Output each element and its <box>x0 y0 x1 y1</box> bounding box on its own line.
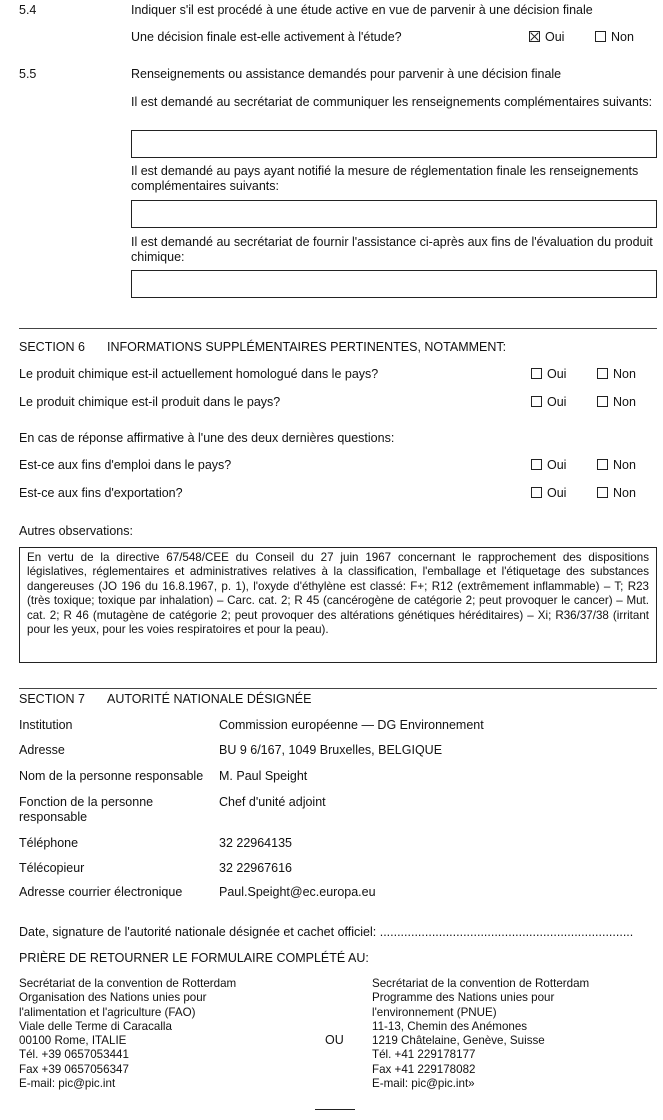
section-7-title: AUTORITÉ NATIONALE DÉSIGNÉE <box>107 692 312 706</box>
contact-line: Secrétariat de la convention de Rotterdam <box>19 977 237 990</box>
assistance-request-field[interactable] <box>131 270 657 298</box>
contact-line: E-mail: pic@pic.int» <box>372 1077 475 1091</box>
contact-line: E-mail: pic@pic.int <box>19 1077 116 1091</box>
person-function-label: Fonction de la personne responsable <box>19 795 154 824</box>
other-observations-label: Autres observations: <box>19 524 133 538</box>
section-5-5-number: 5.5 <box>19 67 37 81</box>
fax-value: 32 22967616 <box>219 861 292 875</box>
return-form-title: PRIÈRE DE RETOURNER LE FORMULAIRE COMPLÉTÉ AU: <box>19 951 369 965</box>
section-divider <box>19 328 657 329</box>
email-label: Adresse courrier électronique <box>19 885 183 899</box>
checkbox-icon[interactable] <box>597 368 608 379</box>
person-function-value: Chef d'unité adjoint <box>219 795 326 809</box>
contact-line: 00100 Rome, ITALIE <box>19 1034 127 1048</box>
phone-value: 32 22964135 <box>219 836 292 850</box>
section-5-4-number: 5.4 <box>19 3 37 17</box>
contact-line: Organisation des Nations unies pour <box>19 991 207 1005</box>
responsible-person-label: Nom de la personne responsable <box>19 769 204 783</box>
contact-line: Secrétariat de la convention de Rotterdam <box>372 977 590 990</box>
contact-line: l'alimentation et l'agriculture (FAO) <box>19 1005 196 1019</box>
contact-line: l'environnement (PNUE) <box>372 1005 497 1019</box>
page-number-box <box>315 1109 355 1120</box>
institution-label: Institution <box>19 718 73 732</box>
registered-question: Le produit chimique est-il actuellement homologué dans le pays? <box>19 367 379 381</box>
produced-no-option[interactable]: Non <box>597 395 636 409</box>
email-value: Paul.Speight@ec.europa.eu <box>219 885 376 899</box>
contact-line: Tél. +39 0657053441 <box>19 1048 129 1062</box>
contact-line: Fax +41 229178082 <box>372 1062 476 1076</box>
or-separator: OU <box>325 1033 344 1047</box>
assistance-request-label: Il est demandé au secrétariat de fournir l'assistance ci-après aux fins de l'évaluation du produit chimique: <box>131 235 653 264</box>
domestic-use-question: Est-ce aux fins d'emploi dans le pays? <box>19 458 232 472</box>
institution-value: Commission européenne — DG Environnement <box>219 718 484 732</box>
final-decision-yes-option[interactable]: Oui <box>529 30 564 44</box>
notifying-country-info-field[interactable] <box>131 200 657 228</box>
checkbox-icon[interactable] <box>597 396 608 407</box>
section-6-label: SECTION 6 <box>19 340 85 354</box>
signature-line: Date, signature de l'autorité nationale désignée et cachet officiel: ......................................................................... <box>19 925 634 939</box>
export-yes-option[interactable]: Oui <box>531 486 566 500</box>
produced-question: Le produit chimique est-il produit dans le pays? <box>19 395 281 409</box>
domestic-use-no-option[interactable]: Non <box>597 458 636 472</box>
contact-line: Fax +39 0657056347 <box>19 1062 129 1076</box>
notifying-country-info-label: Il est demandé au pays ayant notifié la mesure de réglementation finale les renseignements complémentaires suivants: <box>131 164 639 193</box>
secretariat-info-request-label: Il est demandé au secrétariat de communiquer les renseignements complémentaires suivants: <box>131 95 653 109</box>
secretariat-info-field[interactable] <box>131 130 657 158</box>
final-decision-question: Une décision finale est-elle activement à l'étude? <box>131 30 402 44</box>
export-question: Est-ce aux fins d'exportation? <box>19 486 183 500</box>
address-value: BU 9 6/167, 1049 Bruxelles, BELGIQUE <box>219 743 443 757</box>
final-decision-no-option[interactable]: Non <box>595 30 634 44</box>
unep-contact-block <box>372 977 589 1091</box>
checkbox-icon[interactable] <box>597 459 608 470</box>
checkbox-icon[interactable] <box>597 487 608 498</box>
produced-yes-option[interactable]: Oui <box>531 395 566 409</box>
responsible-person-value: M. Paul Speight <box>219 769 308 783</box>
section-divider <box>19 688 657 689</box>
registered-yes-option[interactable]: Oui <box>531 367 566 381</box>
checked-checkbox-icon[interactable] <box>529 31 540 42</box>
export-no-option[interactable]: Non <box>597 486 636 500</box>
affirmative-intro: En cas de réponse affirmative à l'une des deux dernières questions: <box>19 431 395 445</box>
fax-label: Télécopieur <box>19 861 85 875</box>
section-5-5-title: Renseignements ou assistance demandés pour parvenir à une décision finale <box>131 67 562 81</box>
section-7-label: SECTION 7 <box>19 692 85 706</box>
fao-contact-block <box>19 977 236 1091</box>
section-6-title: INFORMATIONS SUPPLÉMENTAIRES PERTINENTES, NOTAMMENT: <box>107 340 507 354</box>
phone-label: Téléphone <box>19 836 79 850</box>
registered-no-option[interactable]: Non <box>597 367 636 381</box>
address-label: Adresse <box>19 743 65 757</box>
contact-line: Tél. +41 229178177 <box>372 1048 476 1062</box>
contact-line: Viale delle Terme di Caracalla <box>19 1019 172 1033</box>
contact-line: 11-13, Chemin des Anémones <box>372 1019 528 1033</box>
contact-line: Programme des Nations unies pour <box>372 991 555 1005</box>
other-observations-box: En vertu de la directive 67/548/CEE du Conseil du 27 juin 1967 concernant le rapprochement des dispositions législatives, réglementaires et administratives relatives à la classification, l'emballage et l'étiquetage des substances dangereuses (JO 196 du 16.8.1967, p. 1), l'oxyde d'éthylène est classé: F+; R12 (extrêmement inflammable) – T; R23 (très toxique; toxique par inhalation) – Carc. cat. 2; R 45 (cancérogène de catégorie 2; peut provoquer le cancer) – Mut. cat. 2; R 46 (mutagène de catégorie 2; peut provoquer des altérations génétiques héréditaires) – Xi; R36/37/38 (irritant pour les yeux, pour les voies respiratoires et pour la peau). <box>19 547 657 663</box>
domestic-use-yes-option[interactable]: Oui <box>531 458 566 472</box>
checkbox-icon[interactable] <box>531 459 542 470</box>
checkbox-icon[interactable] <box>595 31 606 42</box>
checkbox-icon[interactable] <box>531 487 542 498</box>
contact-line: 1219 Châtelaine, Genève, Suisse <box>372 1034 545 1048</box>
checkbox-icon[interactable] <box>531 396 542 407</box>
checkbox-icon[interactable] <box>531 368 542 379</box>
section-5-4-title: Indiquer s'il est procédé à une étude active en vue de parvenir à une décision finale <box>131 3 593 17</box>
